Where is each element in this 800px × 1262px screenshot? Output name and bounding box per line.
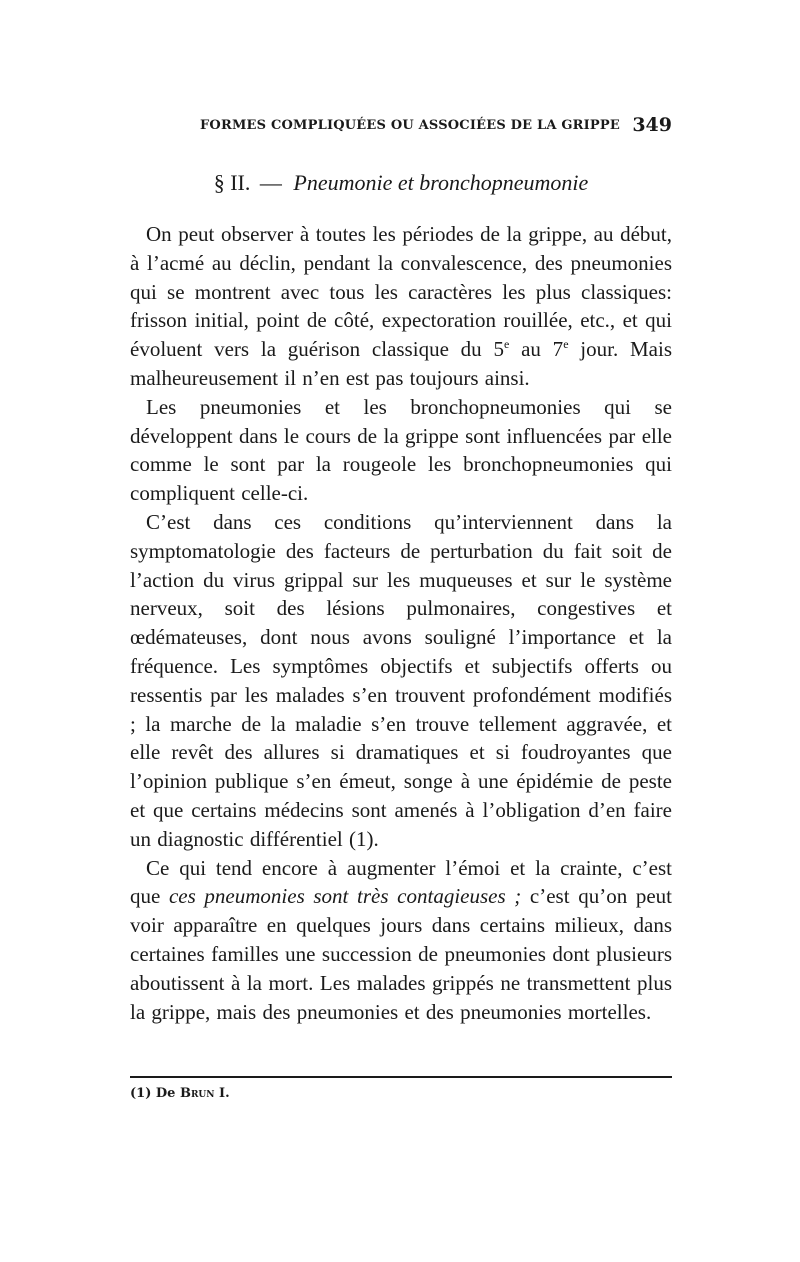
paragraph-1	[130, 220, 672, 393]
paragraph-1-text-c: jour. Mais malheureusement il n’en est pas toujours ainsi.	[130, 337, 673, 390]
footnote-prefix: De	[155, 1086, 176, 1101]
section-dash: —	[259, 170, 282, 195]
page-number: 349	[632, 114, 672, 136]
footnote	[130, 1086, 230, 1101]
paragraph-1-text-a: On peut observer à toutes les périodes de la grippe, au début, à l’acmé au déclin, pendant la convalescence, des pneumonies qui se montrent avec tous les caractères les plus classiques: frisson initial, point de côté, expectoration rouillée, etc., et qui évoluent vers la guérison classique du 5	[130, 222, 672, 362]
footnote-suffix: I.	[219, 1086, 230, 1101]
paragraph-4-italic: ces pneumonies sont très contagieuses ;	[168, 884, 522, 909]
footnote-marker: (1)	[130, 1086, 152, 1101]
section-number: § II.	[213, 170, 251, 195]
paragraph-4	[130, 854, 672, 1027]
paragraph-2: Les pneumonies et les bronchopneumonies qui se développent dans le cours de la grippe sont influencées par elle comme le sont par la rougeole les bronchopneumonies qui compliquent celle-ci.	[130, 394, 672, 506]
superscript-e-2: e	[563, 337, 569, 352]
paragraph-1-text-b: au 7	[509, 337, 564, 362]
paragraph-3: C’est dans ces conditions qu’interviennent dans la symptomatologie des facteurs de perturbation du fait soit de l’action du virus grippal sur les muqueuses et sur le système nerveux, soit des lésions pulmonaires, congestives et œdémateuses, dont nous avons souligné l’importance et la fréquence. Les symptômes objectifs et subjectifs offerts ou ressentis par les malades s’en trouvent profondément modifiés ; la marche de la maladie s’en trouve tellement aggravée, et elle revêt des allures si dramatiques et si foudroyantes que l’opinion publique s’en émeut, songe à une épidémie de peste et que certains médecins sont amenés à l’obligation d’en faire un diagnostic différentiel (1).	[130, 509, 672, 851]
running-head	[130, 114, 672, 138]
running-title: FORMES COMPLIQUÉES OU ASSOCIÉES DE LA GRIPPE	[200, 118, 620, 133]
body-text	[130, 220, 672, 1026]
superscript-e-1: e	[503, 337, 510, 352]
section-heading	[130, 170, 672, 196]
section-title: Pneumonie et bronchopneumonie	[293, 170, 589, 195]
footnote-rule	[130, 1076, 672, 1078]
paragraph-4-text-a: Ce qui tend encore à augmenter l’émoi et la crainte, c’est que	[130, 855, 672, 909]
footnote-author: Brun	[179, 1086, 215, 1101]
paragraph-4-text-b: c’est qu’on peut voir apparaître en quelques jours dans certains milieux, dans certaines familles une succession de pneumonies dont plusieurs aboutissent à la mort. Les malades grippés ne transmettent plus la grippe, mais des pneumonies et des pneumonies mortelles.	[130, 884, 672, 1024]
